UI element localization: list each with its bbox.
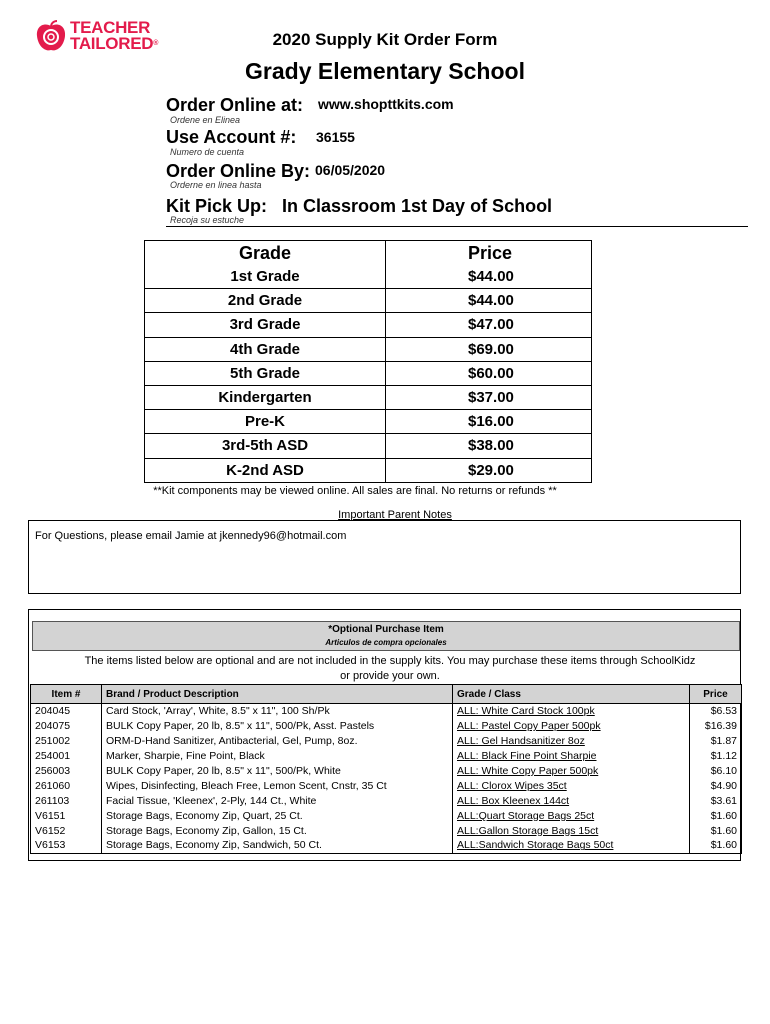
logo-line2: TAILORED	[70, 34, 154, 53]
item-row	[31, 749, 742, 764]
logo-reg: ®	[153, 40, 159, 47]
item-price: $1.60	[690, 823, 742, 838]
item-grade-class: ALL: Clorox Wipes 35ct	[453, 778, 690, 793]
price-col-header: Price	[690, 685, 742, 704]
grade-price-cell: $44.00	[386, 265, 592, 289]
item-grade-class: ALL: White Card Stock 100pk	[453, 704, 690, 719]
item-row	[31, 719, 742, 734]
item-number: 256003	[31, 764, 102, 779]
grade-row	[145, 313, 592, 337]
grade-col-header: Grade / Class	[453, 685, 690, 704]
item-grade-class: ALL: Box Kleenex 144ct	[453, 793, 690, 808]
item-description: Wipes, Disinfecting, Bleach Free, Lemon Scent, Cnstr, 35 Ct	[102, 778, 453, 793]
optional-header	[32, 621, 740, 651]
item-row	[31, 778, 742, 793]
grade-row	[145, 434, 592, 458]
grade-cell: 3rd-5th ASD	[145, 434, 386, 458]
item-col-header: Item #	[31, 685, 102, 704]
item-description: BULK Copy Paper, 20 lb, 8.5" x 11", 500/Pk, Asst. Pastels	[102, 719, 453, 734]
item-grade-class: ALL:Quart Storage Bags 25ct	[453, 808, 690, 823]
school-name: Grady Elementary School	[245, 58, 525, 84]
account-label: Use Account #:	[166, 127, 297, 147]
divider	[166, 226, 748, 227]
grade-cell: 5th Grade	[145, 361, 386, 385]
item-grade-class: ALL: White Copy Paper 500pk	[453, 764, 690, 779]
order-by-date: 06/05/2020	[315, 162, 386, 178]
parent-notes-text: For Questions, please email Jamie at jkennedy96@hotmail.com	[35, 530, 347, 542]
grade-price-cell: $37.00	[386, 385, 592, 409]
item-description: Storage Bags, Economy Zip, Quart, 25 Ct.	[102, 808, 453, 823]
grade-row	[145, 458, 592, 482]
kit-note: **Kit components may be viewed online. All sales are final. No returns or refunds **	[153, 485, 557, 497]
grade-cell: Pre-K	[145, 410, 386, 434]
item-grade-class: ALL:Gallon Storage Bags 15ct	[453, 823, 690, 838]
grade-header: Grade	[145, 241, 386, 266]
item-number: 261060	[31, 778, 102, 793]
grade-price-cell: $38.00	[386, 434, 592, 458]
account-number: 36155	[316, 129, 355, 145]
item-description: ORM-D-Hand Sanitizer, Antibacterial, Gel, Pump, 8oz.	[102, 734, 453, 749]
grade-price-cell: $47.00	[386, 313, 592, 337]
item-price: $3.61	[690, 793, 742, 808]
grade-cell: K-2nd ASD	[145, 458, 386, 482]
parent-notes-box	[28, 520, 741, 594]
item-number: V6153	[31, 838, 102, 853]
pickup-sub: Recoja su estuche	[170, 215, 245, 225]
item-number: 251002	[31, 734, 102, 749]
item-number: V6152	[31, 823, 102, 838]
item-grade-class: ALL: Gel Handsanitizer 8oz	[453, 734, 690, 749]
item-number: V6151	[31, 808, 102, 823]
account-sub: Numero de cuenta	[170, 147, 245, 157]
grade-row	[145, 410, 592, 434]
item-number: 254001	[31, 749, 102, 764]
grade-price-cell: $60.00	[386, 361, 592, 385]
grade-cell: Kindergarten	[145, 385, 386, 409]
grade-price-cell: $69.00	[386, 337, 592, 361]
grade-row	[145, 265, 592, 289]
item-row	[31, 734, 742, 749]
item-description: Card Stock, 'Array', White, 8.5" x 11", 100 Sh/Pk	[102, 704, 453, 719]
grade-price-cell: $44.00	[386, 289, 592, 313]
grade-row	[145, 385, 592, 409]
optional-desc-line1: The items listed below are optional and are not included in the supply kits. You may purchase these items through SchoolKidz	[84, 655, 696, 667]
item-grade-class: ALL:Sandwich Storage Bags 50ct	[453, 838, 690, 853]
grade-price-cell: $16.00	[386, 410, 592, 434]
grade-cell: 2nd Grade	[145, 289, 386, 313]
pickup-label: Kit Pick Up:	[166, 196, 268, 216]
optional-items-table	[30, 684, 742, 854]
price-header: Price	[386, 241, 592, 266]
grade-price-table	[144, 240, 592, 483]
item-number: 204045	[31, 704, 102, 719]
item-price: $16.39	[690, 719, 742, 734]
grade-price-cell: $29.00	[386, 458, 592, 482]
item-description: Marker, Sharpie, Fine Point, Black	[102, 749, 453, 764]
parent-notes-label: Important Parent Notes	[338, 509, 452, 521]
item-price: $4.90	[690, 778, 742, 793]
item-description: Storage Bags, Economy Zip, Gallon, 15 Ct.	[102, 823, 453, 838]
item-price: $1.60	[690, 838, 742, 853]
optional-description	[40, 654, 740, 684]
order-online-label: Order Online at:	[166, 95, 304, 115]
item-price: $1.12	[690, 749, 742, 764]
order-online-url[interactable]: www.shopttkits.com	[318, 96, 454, 112]
item-number: 204075	[31, 719, 102, 734]
item-grade-class: ALL: Black Fine Point Sharpie	[453, 749, 690, 764]
grade-table-header	[145, 241, 592, 266]
item-number: 261103	[31, 793, 102, 808]
grade-row	[145, 361, 592, 385]
item-price: $1.87	[690, 734, 742, 749]
item-description: Facial Tissue, 'Kleenex', 2-Ply, 144 Ct., White	[102, 793, 453, 808]
item-grade-class: ALL: Pastel Copy Paper 500pk	[453, 719, 690, 734]
order-by-label: Order Online By:	[166, 161, 311, 181]
item-row	[31, 764, 742, 779]
item-row	[31, 808, 742, 823]
item-price: $6.10	[690, 764, 742, 779]
item-row	[31, 793, 742, 808]
desc-col-header: Brand / Product Description	[102, 685, 453, 704]
order-online-sub: Ordene en Elinea	[170, 115, 241, 125]
item-row	[31, 823, 742, 838]
grade-cell: 1st Grade	[145, 265, 386, 289]
pickup-value: In Classroom 1st Day of School	[282, 196, 553, 216]
optional-subtitle: Articulos de compra opcionales	[325, 638, 447, 647]
item-price: $1.60	[690, 808, 742, 823]
form-title: 2020 Supply Kit Order Form	[272, 30, 498, 49]
optional-title: *Optional Purchase Item	[328, 624, 444, 635]
optional-desc-line2: or provide your own.	[340, 670, 440, 682]
grade-cell: 3rd Grade	[145, 313, 386, 337]
item-row	[31, 704, 742, 719]
grade-cell: 4th Grade	[145, 337, 386, 361]
logo-line1: TEACHER	[70, 18, 151, 37]
item-row	[31, 838, 742, 853]
order-by-sub: Orderne en linea hasta	[170, 180, 262, 190]
grade-row	[145, 289, 592, 313]
item-price: $6.53	[690, 704, 742, 719]
grade-row	[145, 337, 592, 361]
items-header-row	[31, 685, 742, 704]
item-description: Storage Bags, Economy Zip, Sandwich, 50 Ct.	[102, 838, 453, 853]
item-description: BULK Copy Paper, 20 lb, 8.5" x 11", 500/Pk, White	[102, 764, 453, 779]
